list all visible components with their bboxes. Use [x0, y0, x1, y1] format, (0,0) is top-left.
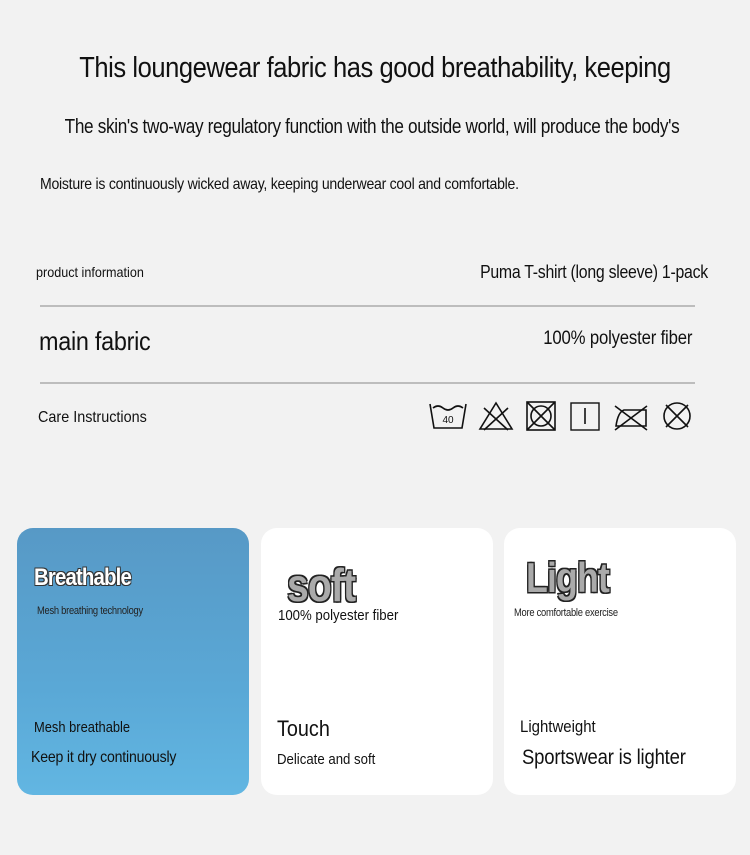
line-dry-icon — [568, 400, 602, 432]
card-kicker: Mesh breathable — [34, 719, 131, 736]
card-tagline: Keep it dry continuously — [31, 749, 177, 766]
divider — [40, 305, 695, 307]
no-iron-icon — [612, 400, 650, 432]
card-title: Light — [526, 554, 609, 601]
card-kicker: Touch — [277, 716, 330, 741]
feature-card-breathable — [17, 528, 249, 795]
feature-card-light — [504, 528, 736, 795]
wash-40-icon — [428, 400, 468, 432]
main-fabric-value: 100% polyester fiber — [543, 328, 692, 349]
care-instructions-label: Care Instructions — [38, 409, 147, 426]
intro-line-2: The skin's two-way regulatory function with the outside world, will produce the body's — [64, 116, 680, 138]
no-dry-clean-icon — [660, 400, 694, 432]
card-subtitle: More comfortable exercise — [514, 607, 618, 619]
product-information-value: Puma T-shirt (long sleeve) 1-pack — [480, 262, 708, 282]
card-subtitle: Mesh breathing technology — [37, 605, 143, 617]
no-bleach-icon — [478, 400, 514, 432]
care-icons — [428, 400, 694, 432]
main-fabric-label: main fabric — [39, 326, 151, 356]
intro-line-3: Moisture is continuously wicked away, keeping underwear cool and comfortable. — [40, 176, 519, 193]
feature-card-soft — [261, 528, 493, 795]
card-title: soft — [287, 559, 356, 611]
card-title: Breathable — [34, 564, 131, 591]
card-kicker: Lightweight — [520, 717, 596, 736]
product-information-label: product information — [36, 264, 144, 280]
no-tumble-dry-icon — [524, 400, 558, 432]
divider — [40, 382, 695, 384]
card-tagline: Sportswear is lighter — [522, 746, 686, 769]
card-subtitle: 100% polyester fiber — [278, 607, 399, 624]
card-tagline: Delicate and soft — [277, 751, 376, 768]
headline: This loungewear fabric has good breathability, keeping — [79, 52, 671, 84]
wash-temperature: 40 — [442, 415, 454, 426]
